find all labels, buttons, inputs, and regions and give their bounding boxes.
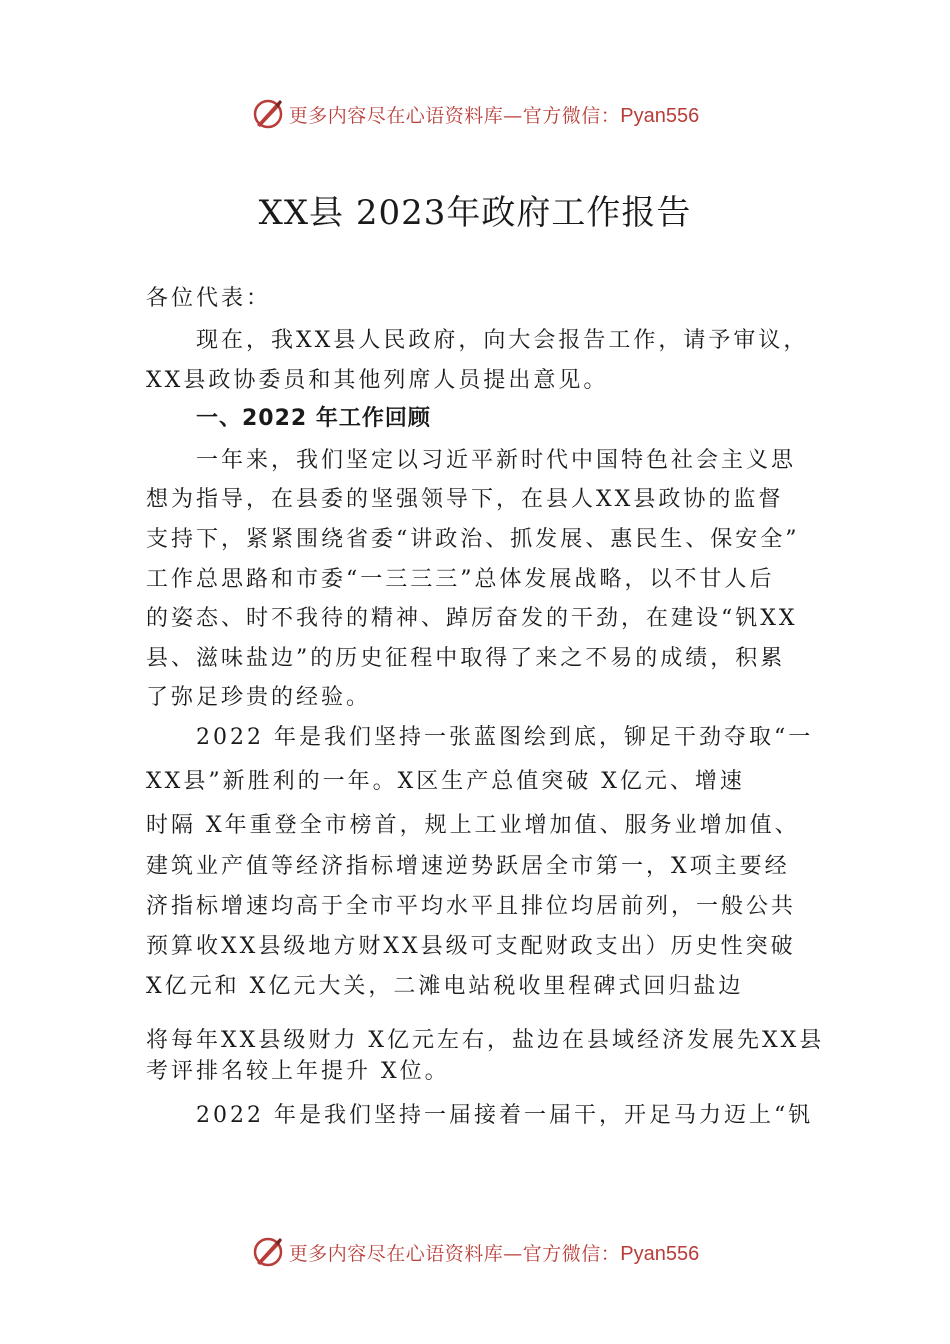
body-line: 将每年XX县级财力 X亿元左右，盐边在县域经济发展先XX县 [146, 1028, 825, 1053]
body-line: 工作总思路和市委“一三三三”总体发展战略，以不甘人后 [146, 567, 775, 592]
body-line: 一年来，我们坚定以习近平新时代中国特色社会主义思 [196, 448, 797, 473]
body-line: 预算收XX县级地方财XX县级可支配财政支出）历史性突破 [146, 934, 796, 959]
section-heading: 一、2022 年工作回顾 [196, 406, 431, 431]
banner-text: 更多内容尽在心语资料库—官方微信：Pyan556 [288, 1242, 700, 1265]
banner-text: 更多内容尽在心语资料库—官方微信：Pyan556 [288, 104, 700, 127]
body-line: 考评排名较上年提升 X位。 [146, 1059, 450, 1084]
document-title: XX县 2023年政府工作报告 [258, 193, 692, 233]
body-line: 现在，我XX县人民政府，向大会报告工作，请予审议， [196, 328, 809, 353]
body-line: 了弥足珍贵的经验。 [146, 685, 372, 710]
body-line: 建筑业产值等经济指标增速逆势跃居全市第一，X项主要经 [146, 854, 790, 879]
footer-watermark-banner [0, 1232, 950, 1272]
body-line: 想为指导，在县委的坚强领导下，在县人XX县政协的监督 [146, 487, 784, 512]
brush-logo-icon [251, 1235, 285, 1269]
body-line: 支持下，紧紧围绕省委“讲政治、抓发展、惠民生、保安全” [146, 527, 800, 552]
brush-logo-icon [251, 97, 285, 131]
body-line: 2022 年是我们坚持一张蓝图绘到底，铆足干劲夺取“一 [196, 725, 814, 750]
body-line: XX县政协委员和其他列席人员提出意见。 [146, 368, 609, 393]
body-line: 时隔 X年重登全市榜首，规上工业增加值、服务业增加值、 [146, 813, 800, 838]
salutation: 各位代表： [146, 286, 272, 311]
body-line: 的姿态、时不我待的精神、踔厉奋发的干劲，在建设“钒XX [146, 606, 798, 631]
body-line: X亿元和 X亿元大关，二滩电站税收里程碑式回归盐边 [146, 974, 744, 999]
body-line: 县、滋味盐边”的历史征程中取得了来之不易的成绩，积累 [146, 646, 786, 671]
header-watermark-banner [0, 94, 950, 134]
body-line: 济指标增速均高于全市平均水平且排位均居前列，一般公共 [146, 894, 797, 919]
body-line: 2022 年是我们坚持一届接着一届干，开足马力迈上“钒 [196, 1103, 814, 1128]
body-line: XX县”新胜利的一年。X区生产总值突破 X亿元、增速 [146, 769, 745, 794]
